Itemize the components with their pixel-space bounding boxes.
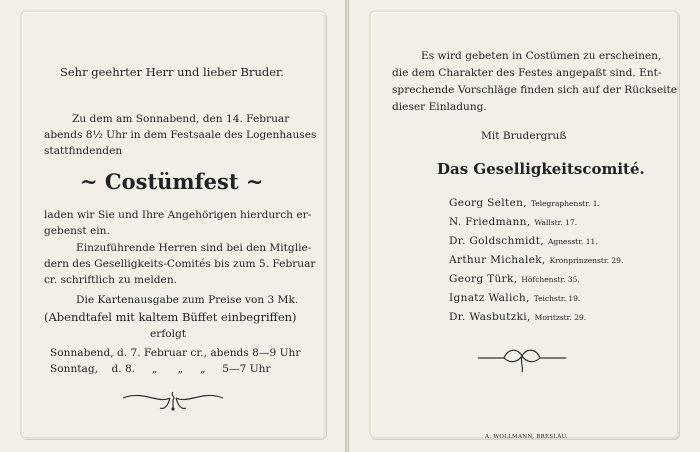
member-name: N. Friedmann, — [449, 216, 531, 228]
right-page — [349, 0, 700, 452]
guests-line-2: dern des Geselligkeits-Comités bis zum 5. Februar — [44, 258, 316, 270]
member-name: Dr. Goldschmidt, — [449, 235, 544, 247]
printer-imprint: A. WOLLMANN, BRESLAU. — [485, 434, 569, 440]
intro-line-2: abends 8½ Uhr in dem Festsaale des Logenhauses — [44, 129, 317, 141]
greeting: Mit Brudergruß — [481, 130, 567, 142]
member-row — [449, 273, 580, 285]
schedule-row-1: Sonnabend, d. 7. Februar cr., abends 8—9 Uhr — [50, 347, 301, 359]
member-street: Höfchenstr. 35. — [521, 275, 580, 284]
member-name: Arthur Michalek, — [449, 254, 546, 266]
flourish-ornament — [474, 344, 570, 374]
intro-line-1: Zu dem am Sonnabend, den 14. Februar — [72, 113, 290, 125]
event-title: ~ Costümfest ~ — [80, 169, 264, 194]
member-street: Teichstr. 19. — [533, 294, 581, 303]
tickets-line-1: Die Kartenausgabe zum Preise von 3 Mk. — [76, 294, 299, 306]
request-line-3: sprechende Vorschläge finden sich auf der Rückseite — [392, 84, 678, 96]
member-row — [449, 216, 577, 228]
member-street: Wallstr. 17. — [534, 218, 578, 227]
member-street: Moritzstr. 29. — [534, 313, 587, 322]
flourish-ornament — [118, 386, 228, 412]
salutation: Sehr geehrter Herr und lieber Bruder. — [60, 65, 284, 79]
member-name: Ignatz Walich, — [449, 292, 530, 304]
member-street: Kronprinzenstr. 29. — [549, 256, 624, 265]
request-line-4: dieser Einladung. — [392, 101, 487, 113]
member-name: Georg Selten, — [449, 197, 527, 209]
member-street: Agnesstr. 11. — [547, 237, 598, 246]
committee-title: Das Geselligkeitscomité. — [437, 160, 645, 178]
request-line-2: die dem Charakter des Festes angepaßt sind. Ent- — [392, 67, 662, 79]
left-page — [0, 0, 345, 452]
member-row — [449, 311, 586, 323]
member-street: Telegraphenstr. 1. — [530, 199, 600, 208]
member-row — [449, 235, 598, 247]
member-name: Dr. Wasbutzki, — [449, 311, 531, 323]
guests-line-3: cr. schriftlich zu melden. — [44, 274, 178, 286]
invitation-line-1: laden wir Sie und Ihre Angehörigen hierdurch er- — [44, 209, 312, 221]
tickets-line-2: (Abendtafel mit kaltem Büffet einbegriffen) — [44, 310, 297, 324]
invitation-line-2: gebenst ein. — [44, 225, 110, 237]
tickets-line-3: erfolgt — [150, 328, 187, 340]
schedule-row-2: Sonntag, d. 8. „ „ „ 5—7 Uhr — [50, 363, 271, 375]
request-line-1: Es wird gebeten in Costümen zu erscheinen, — [421, 50, 662, 62]
member-row — [449, 197, 600, 209]
member-name: Georg Türk, — [449, 273, 518, 285]
guests-line-1: Einzuführende Herren sind bei den Mitglie- — [76, 242, 312, 254]
intro-line-3: stattfindenden — [44, 145, 123, 157]
member-row — [449, 292, 580, 304]
member-row — [449, 254, 623, 266]
